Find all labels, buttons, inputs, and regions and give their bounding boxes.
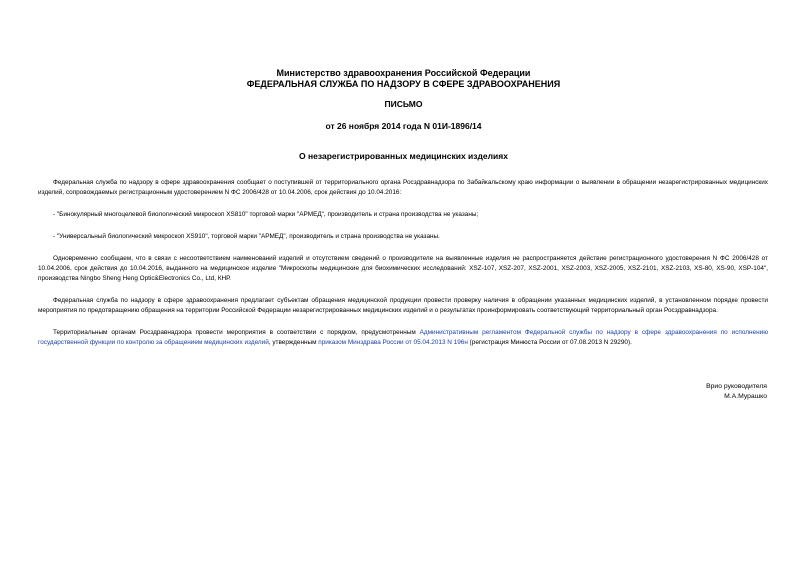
instructions-text-start: Территориальным органам Росздравнадзора провести мероприятия в соответствии с порядком, предусмотренным xyxy=(53,329,420,336)
paragraph-proposal: Федеральная служба по надзору в сфере здравоохранения предлагает субъектам обращения медицинской продукции провести проверку наличия в обращении указанных медицинских изделий, в установленном порядке провести мероприятия по предотвращению обращения на территории Российской Федерации незарегистрированных медицинских изделий и о результатах проинформировать соответствующий территориальный орган Росздравнадзора. xyxy=(38,297,768,314)
document-date-number: от 26 ноября 2014 года N 01И-1896/14 xyxy=(325,121,482,131)
paragraph-intro: Федеральная служба по надзору в сфере здравоохранения сообщает о поступившей от территориального органа Росздравнадзора по Забайкальскому краю информации о выявлении в обращении незарегистрированных медицинских изделий, сопровождаемых регистрационным удостоверением N ФС 2006/428 от 10.04.2006, срок действия до 10.04.2016: xyxy=(38,179,768,196)
ministry-name: Министерство здравоохранения Российской Федерации xyxy=(276,68,531,78)
paragraph-registration-notice: Одновременно сообщаем, что в связи с несоответствием наименований изделий и отсутствием сведений о производителе на выявленные изделия не распространяется действие регистрационного удостоверения N ФС 2006/428 от 10.04.2006, срок действия до 10.04.2016, выданного на медицинское изделие "Микроскопы медицинские для биохимических исследований: XSZ-107, XSZ-207, XSZ-2001, XSZ-2003, XSZ-2005, XSZ-2101, XSZ-2103, XS-80, XS-90, XSP-104", производства Ningbo Sheng Heng Optic&Electronics Co., Ltd, КНР. xyxy=(38,255,768,282)
ministry-order-link[interactable]: приказом Минздрава России от 05.04.2013 N 196н xyxy=(318,339,468,346)
signature-block xyxy=(706,382,767,402)
service-name: ФЕДЕРАЛЬНАЯ СЛУЖБА ПО НАДЗОРУ В СФЕРЕ ЗДРАВООХРАНЕНИЯ xyxy=(246,79,561,89)
admin-regulation-link[interactable]: Административным регламентом Федеральной службы по надзору в сфере здравоохранения по исполнению государственной функции по контролю за обращением медицинских изделий xyxy=(38,329,768,346)
instructions-text-end: (регистрация Минюста России от 07.08.2013 N 29290). xyxy=(467,339,632,346)
document-type: ПИСЬМО xyxy=(384,99,423,109)
document-header xyxy=(0,68,807,90)
list-item-microscope-xs810: - "Бинокулярный многоцелевой биологический микроскоп XS810" торговой марки "АРМЕД", производитель и страна производства не указаны; xyxy=(53,211,479,218)
document-body xyxy=(38,178,768,360)
signatory-position: Врио руководителя xyxy=(706,383,767,390)
instructions-text-mid: , утвержденным xyxy=(268,339,319,346)
signatory-name: М.А.Мурашко xyxy=(724,393,767,400)
list-item-microscope-xs910: - "Универсальный биологический микроскоп XS910", торговой марки "АРМЕД", производитель и страна производства не указаны. xyxy=(53,233,440,240)
paragraph-instructions xyxy=(38,328,768,348)
document-title: О незарегистрированных медицинских изделиях xyxy=(299,151,508,161)
